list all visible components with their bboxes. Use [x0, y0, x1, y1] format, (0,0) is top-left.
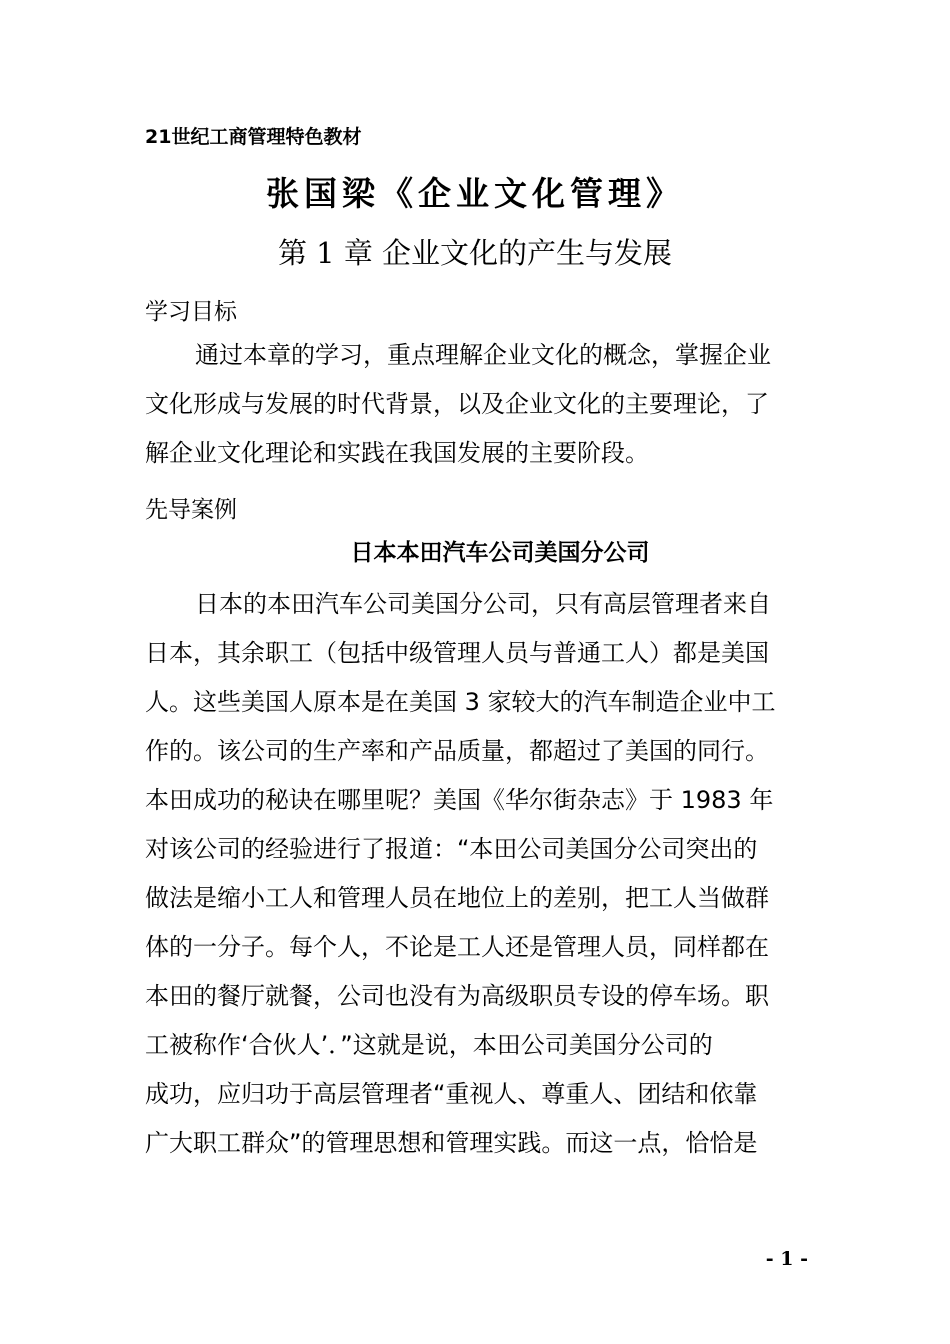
page-number: - 1 -: [765, 1248, 808, 1270]
paragraph-line: 日本，其余职工（包括中级管理人员与普通工人）都是美国: [145, 639, 769, 667]
series-label: 21世纪工商管理特色教材: [145, 126, 362, 148]
paragraph-line: 日本的本田汽车公司美国分公司，只有高层管理者来自: [195, 590, 771, 618]
paragraph-line: 文化形成与发展的时代背景，以及企业文化的主要理论，了: [145, 390, 769, 418]
paragraph-line: 解企业文化理论和实践在我国发展的主要阶段。: [145, 439, 649, 467]
paragraph-line: 广大职工群众”的管理思想和管理实践。而这一点，恰恰是: [145, 1129, 758, 1157]
paragraph-line: 通过本章的学习，重点理解企业文化的概念，掌握企业: [195, 341, 771, 369]
book-title: 张国梁《企业文化管理》: [266, 174, 684, 213]
objectives-paragraph: [145, 331, 813, 478]
chapter-title: 第 1 章 企业文化的产生与发展: [277, 236, 673, 270]
paragraph-line: 人。这些美国人原本是在美国 3 家较大的汽车制造企业中工: [145, 688, 776, 716]
case-heading: 先导案例: [145, 497, 237, 523]
paragraph-line: 本田的餐厅就餐，公司也没有为高级职员专设的停车场。职: [145, 982, 769, 1010]
paragraph-line: 做法是缩小工人和管理人员在地位上的差别，把工人当做群: [145, 884, 769, 912]
paragraph-line: 本田成功的秘诀在哪里呢？美国《华尔街杂志》于 1983 年: [145, 786, 774, 814]
case-paragraph: [145, 580, 813, 1168]
paragraph-line: 成功，应归功于高层管理者“重视人、尊重人、团结和依靠: [145, 1080, 758, 1108]
case-title: 日本本田汽车公司美国分公司: [350, 540, 650, 566]
paragraph-line: 作的。该公司的生产率和产品质量，都超过了美国的同行。: [145, 737, 769, 765]
objectives-heading: 学习目标: [145, 299, 237, 325]
paragraph-line: 对该公司的经验进行了报道：“本田公司美国分公司突出的: [145, 835, 758, 863]
paragraph-line: 体的一分子。每个人，不论是工人还是管理人员，同样都在: [145, 933, 769, 961]
paragraph-line: 工被称作‘合伙人’．”这就是说，本田公司美国分公司的: [145, 1031, 713, 1059]
